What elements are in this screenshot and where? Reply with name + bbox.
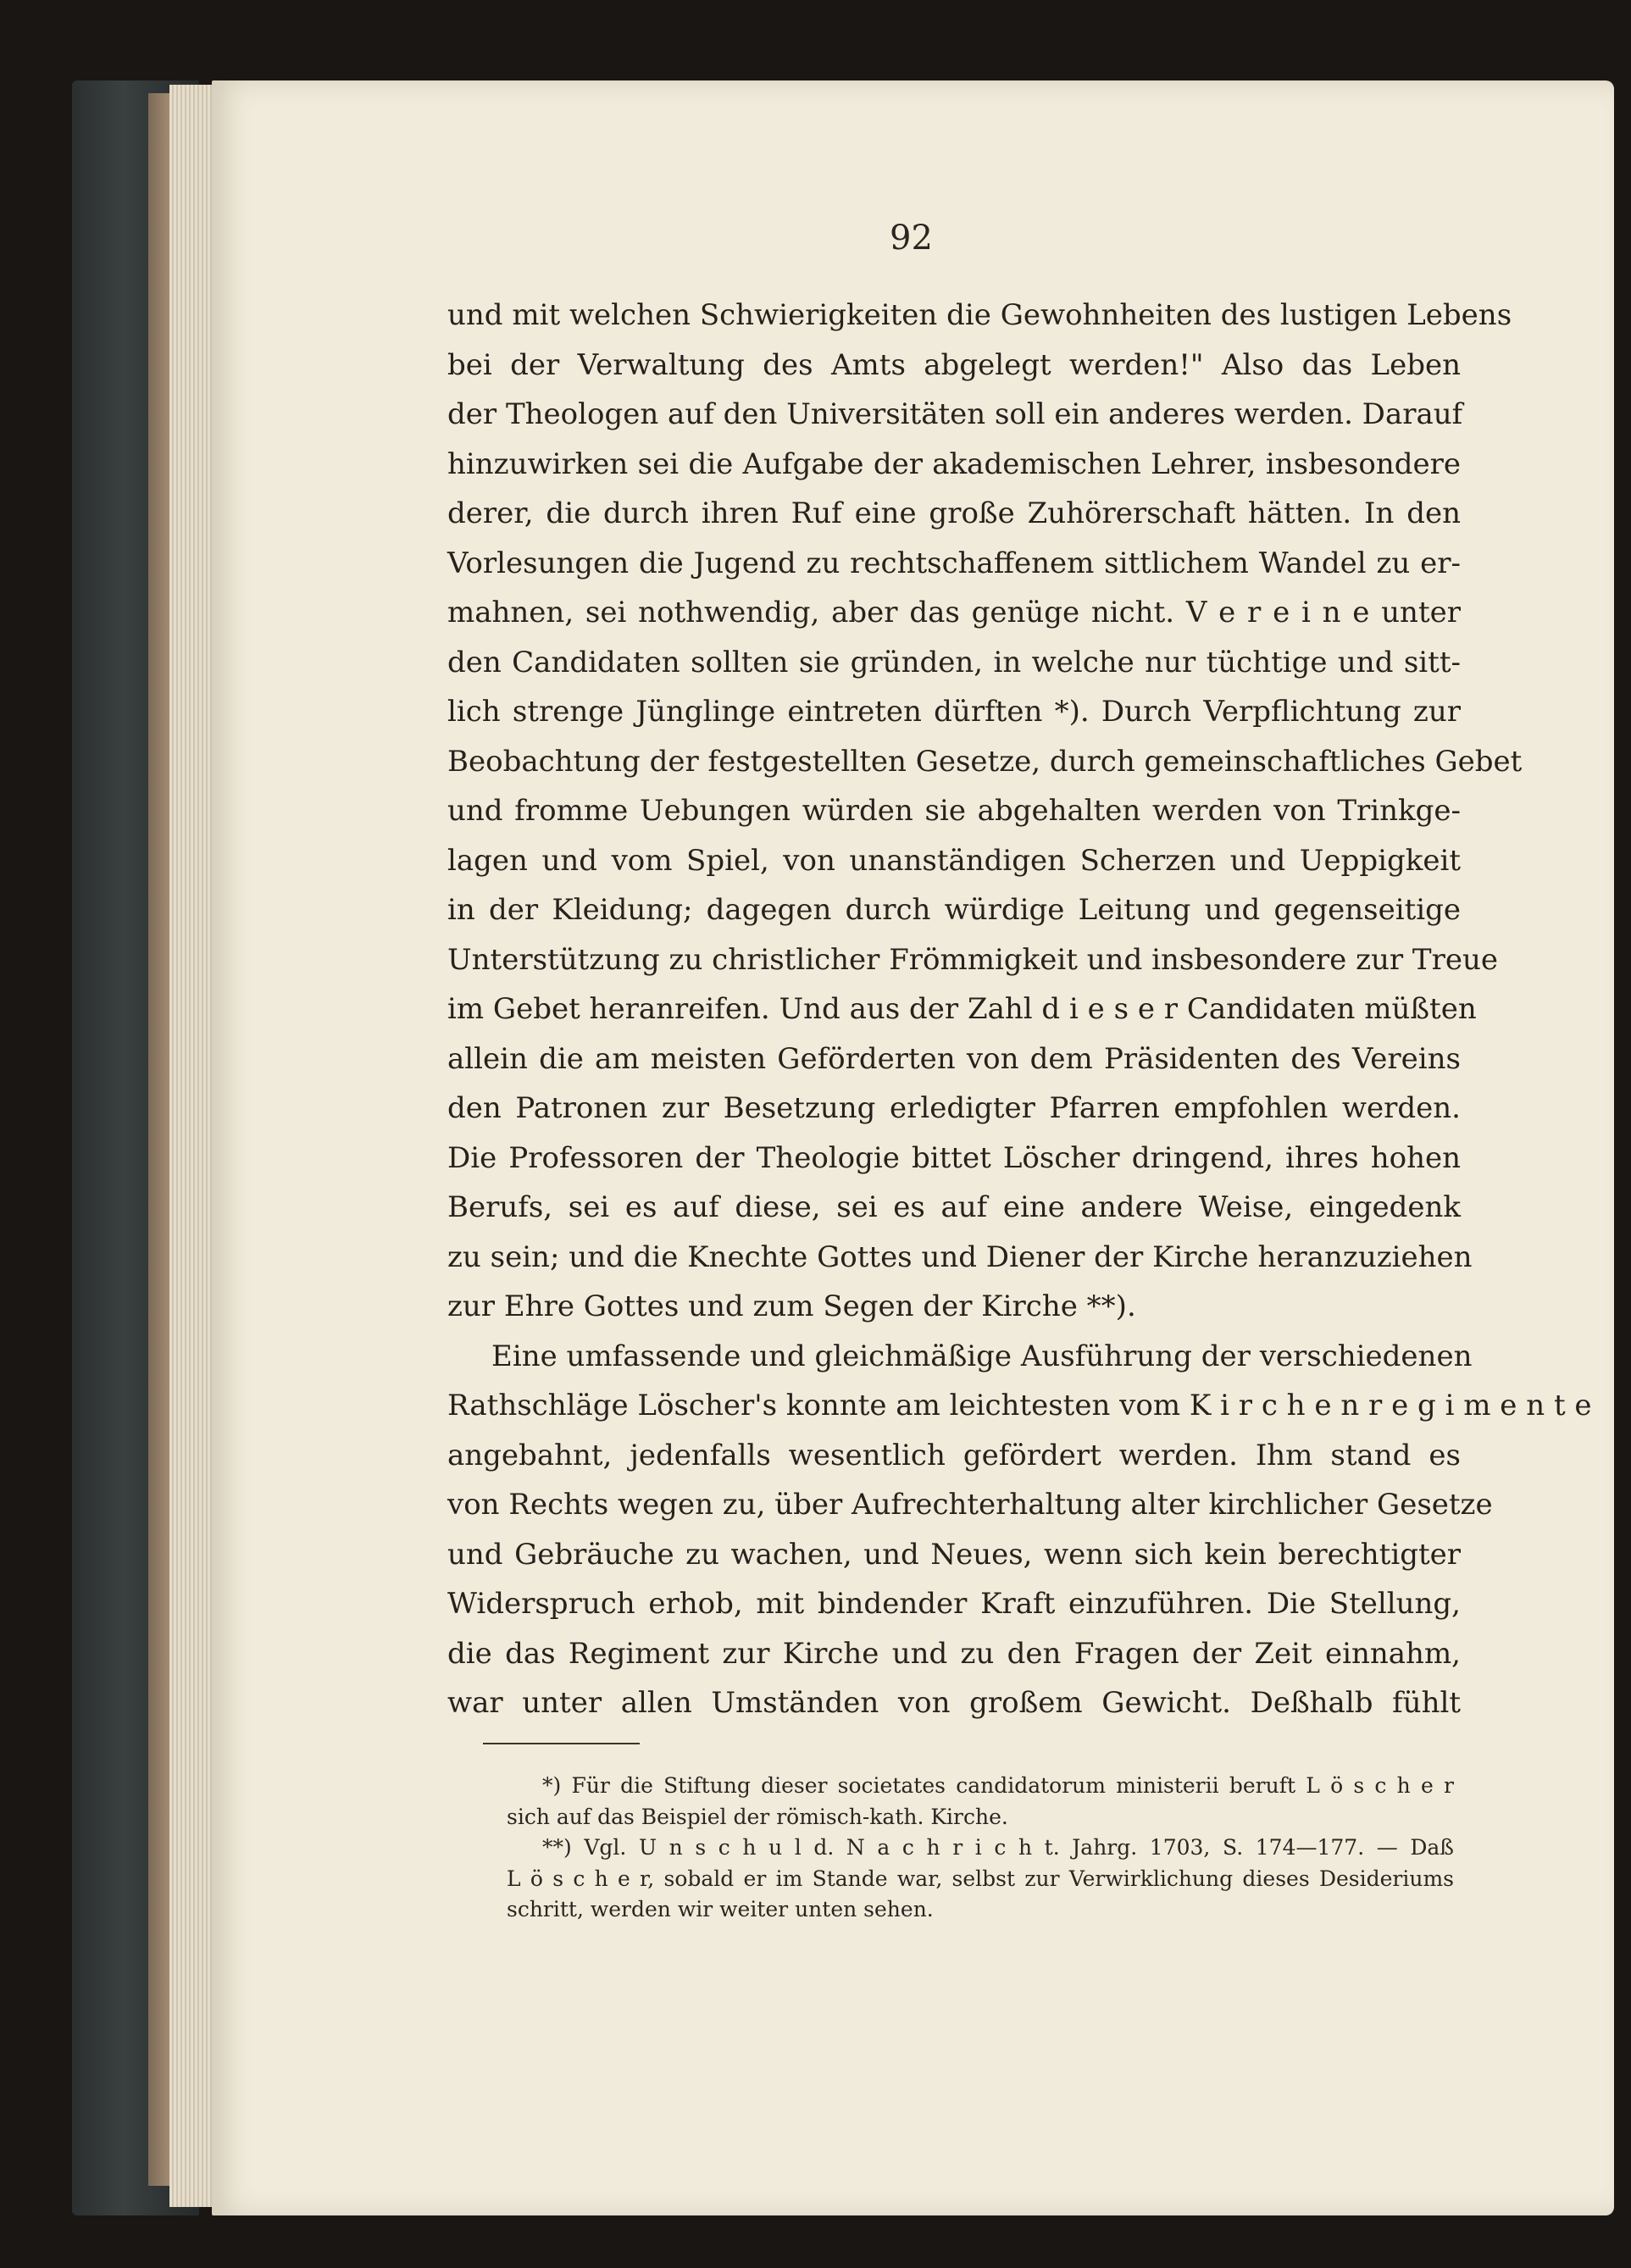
text-line: und Gebräuche zu wachen, und Neues, wenn sich kein berechtigter	[447, 1537, 1461, 1572]
text-line: den Candidaten sollten sie gründen, in welche nur tüchtige und sitt-	[447, 645, 1461, 679]
text-line: im Gebet heranreifen. Und aus der Zahl d i e s e r Candidaten müßten	[447, 992, 1477, 1026]
text-line: Eine umfassende und gleichmäßige Ausführung der verschiedenen	[491, 1339, 1473, 1373]
text-line: Unterstützung zu christlicher Frömmigkeit und insbesondere zur Treue	[447, 942, 1499, 977]
body-text	[447, 291, 1592, 1728]
text-line: Beobachtung der festgestellten Gesetze, durch gemeinschaftliches Gebet	[447, 744, 1523, 779]
text-line: allein die am meisten Geförderten von dem Präsidenten des Vereins	[447, 1041, 1461, 1076]
text-line: in der Kleidung; dagegen durch würdige Leitung und gegenseitige	[447, 893, 1461, 927]
text-line: und fromme Uebungen würden sie abgehalten werden von Trinkge-	[447, 794, 1461, 828]
footnote-rule	[483, 1743, 640, 1744]
text-line: die das Regiment zur Kirche und zu den Fragen der Zeit einnahm,	[447, 1636, 1461, 1671]
text-line: Berufs, sei es auf diese, sei es auf eine andere Weise, eingedenk	[447, 1190, 1461, 1224]
text-line: lagen und vom Spiel, von unanständigen Scherzen und Ueppigkeit	[447, 843, 1461, 878]
text-line: bei der Verwaltung des Amts abgelegt werden!" Also das Leben	[447, 347, 1461, 382]
text-line: Widerspruch erhob, mit bindender Kraft einzuführen. Die Stellung,	[447, 1587, 1461, 1621]
text-line: zur Ehre Gottes und zum Segen der Kirche **).	[447, 1289, 1136, 1323]
text-line: den Patronen zur Besetzung erledigter Pfarren empfohlen werden.	[447, 1091, 1461, 1125]
footnote-line: *) Für die Stiftung dieser societates candidatorum ministerii beruft L ö s c h e r	[542, 1773, 1454, 1798]
footnote-line: **) Vgl. U n s c h u l d. N a c h r i c h t. Jahrg. 1703, S. 174—177. — Daß	[542, 1835, 1454, 1860]
text-line: und mit welchen Schwierigkeiten die Gewohnheiten des lustigen Lebens	[447, 298, 1512, 332]
text-line: war unter allen Umständen von großem Gewicht. Deßhalb fühlt	[447, 1686, 1461, 1720]
footnotes	[507, 1771, 1454, 1926]
text-line: zu sein; und die Knechte Gottes und Diener der Kirche heranzuziehen	[447, 1239, 1473, 1274]
footnote-line: sich auf das Beispiel der römisch-kath. Kirche.	[507, 1804, 1008, 1829]
text-line: von Rechts wegen zu, über Aufrechterhaltung alter kirchlicher Gesetze	[447, 1488, 1493, 1522]
text-line: Die Professoren der Theologie bittet Löscher dringend, ihres hohen	[447, 1140, 1461, 1175]
text-line: hinzuwirken sei die Aufgabe der akademischen Lehrer, insbesondere	[447, 446, 1461, 481]
text-line: der Theologen auf den Universitäten soll ein anderes werden. Darauf	[447, 397, 1463, 431]
text-line: Vorlesungen die Jugend zu rechtschaffenem sittlichem Wandel zu er-	[447, 546, 1461, 580]
footnote-line: schritt, werden wir weiter unten sehen.	[507, 1897, 934, 1921]
text-line: angebahnt, jedenfalls wesentlich gefördert werden. Ihm stand es	[447, 1438, 1461, 1472]
text-line: derer, die durch ihren Ruf eine große Zuhörerschaft hätten. In den	[447, 496, 1461, 530]
page-number: 92	[890, 219, 933, 258]
text-line: mahnen, sei nothwendig, aber das genüge nicht. V e r e i n e unter	[447, 596, 1461, 629]
text-line: lich strenge Jünglinge eintreten dürften *). Durch Verpflichtung zur	[447, 695, 1461, 729]
text-line: Rathschläge Löscher's konnte am leichtesten vom K i r c h e n r e g i m e n t e	[447, 1389, 1592, 1422]
footnote-line: L ö s c h e r, sobald er im Stande war, selbst zur Verwirklichung dieses Desideriums	[507, 1866, 1454, 1891]
